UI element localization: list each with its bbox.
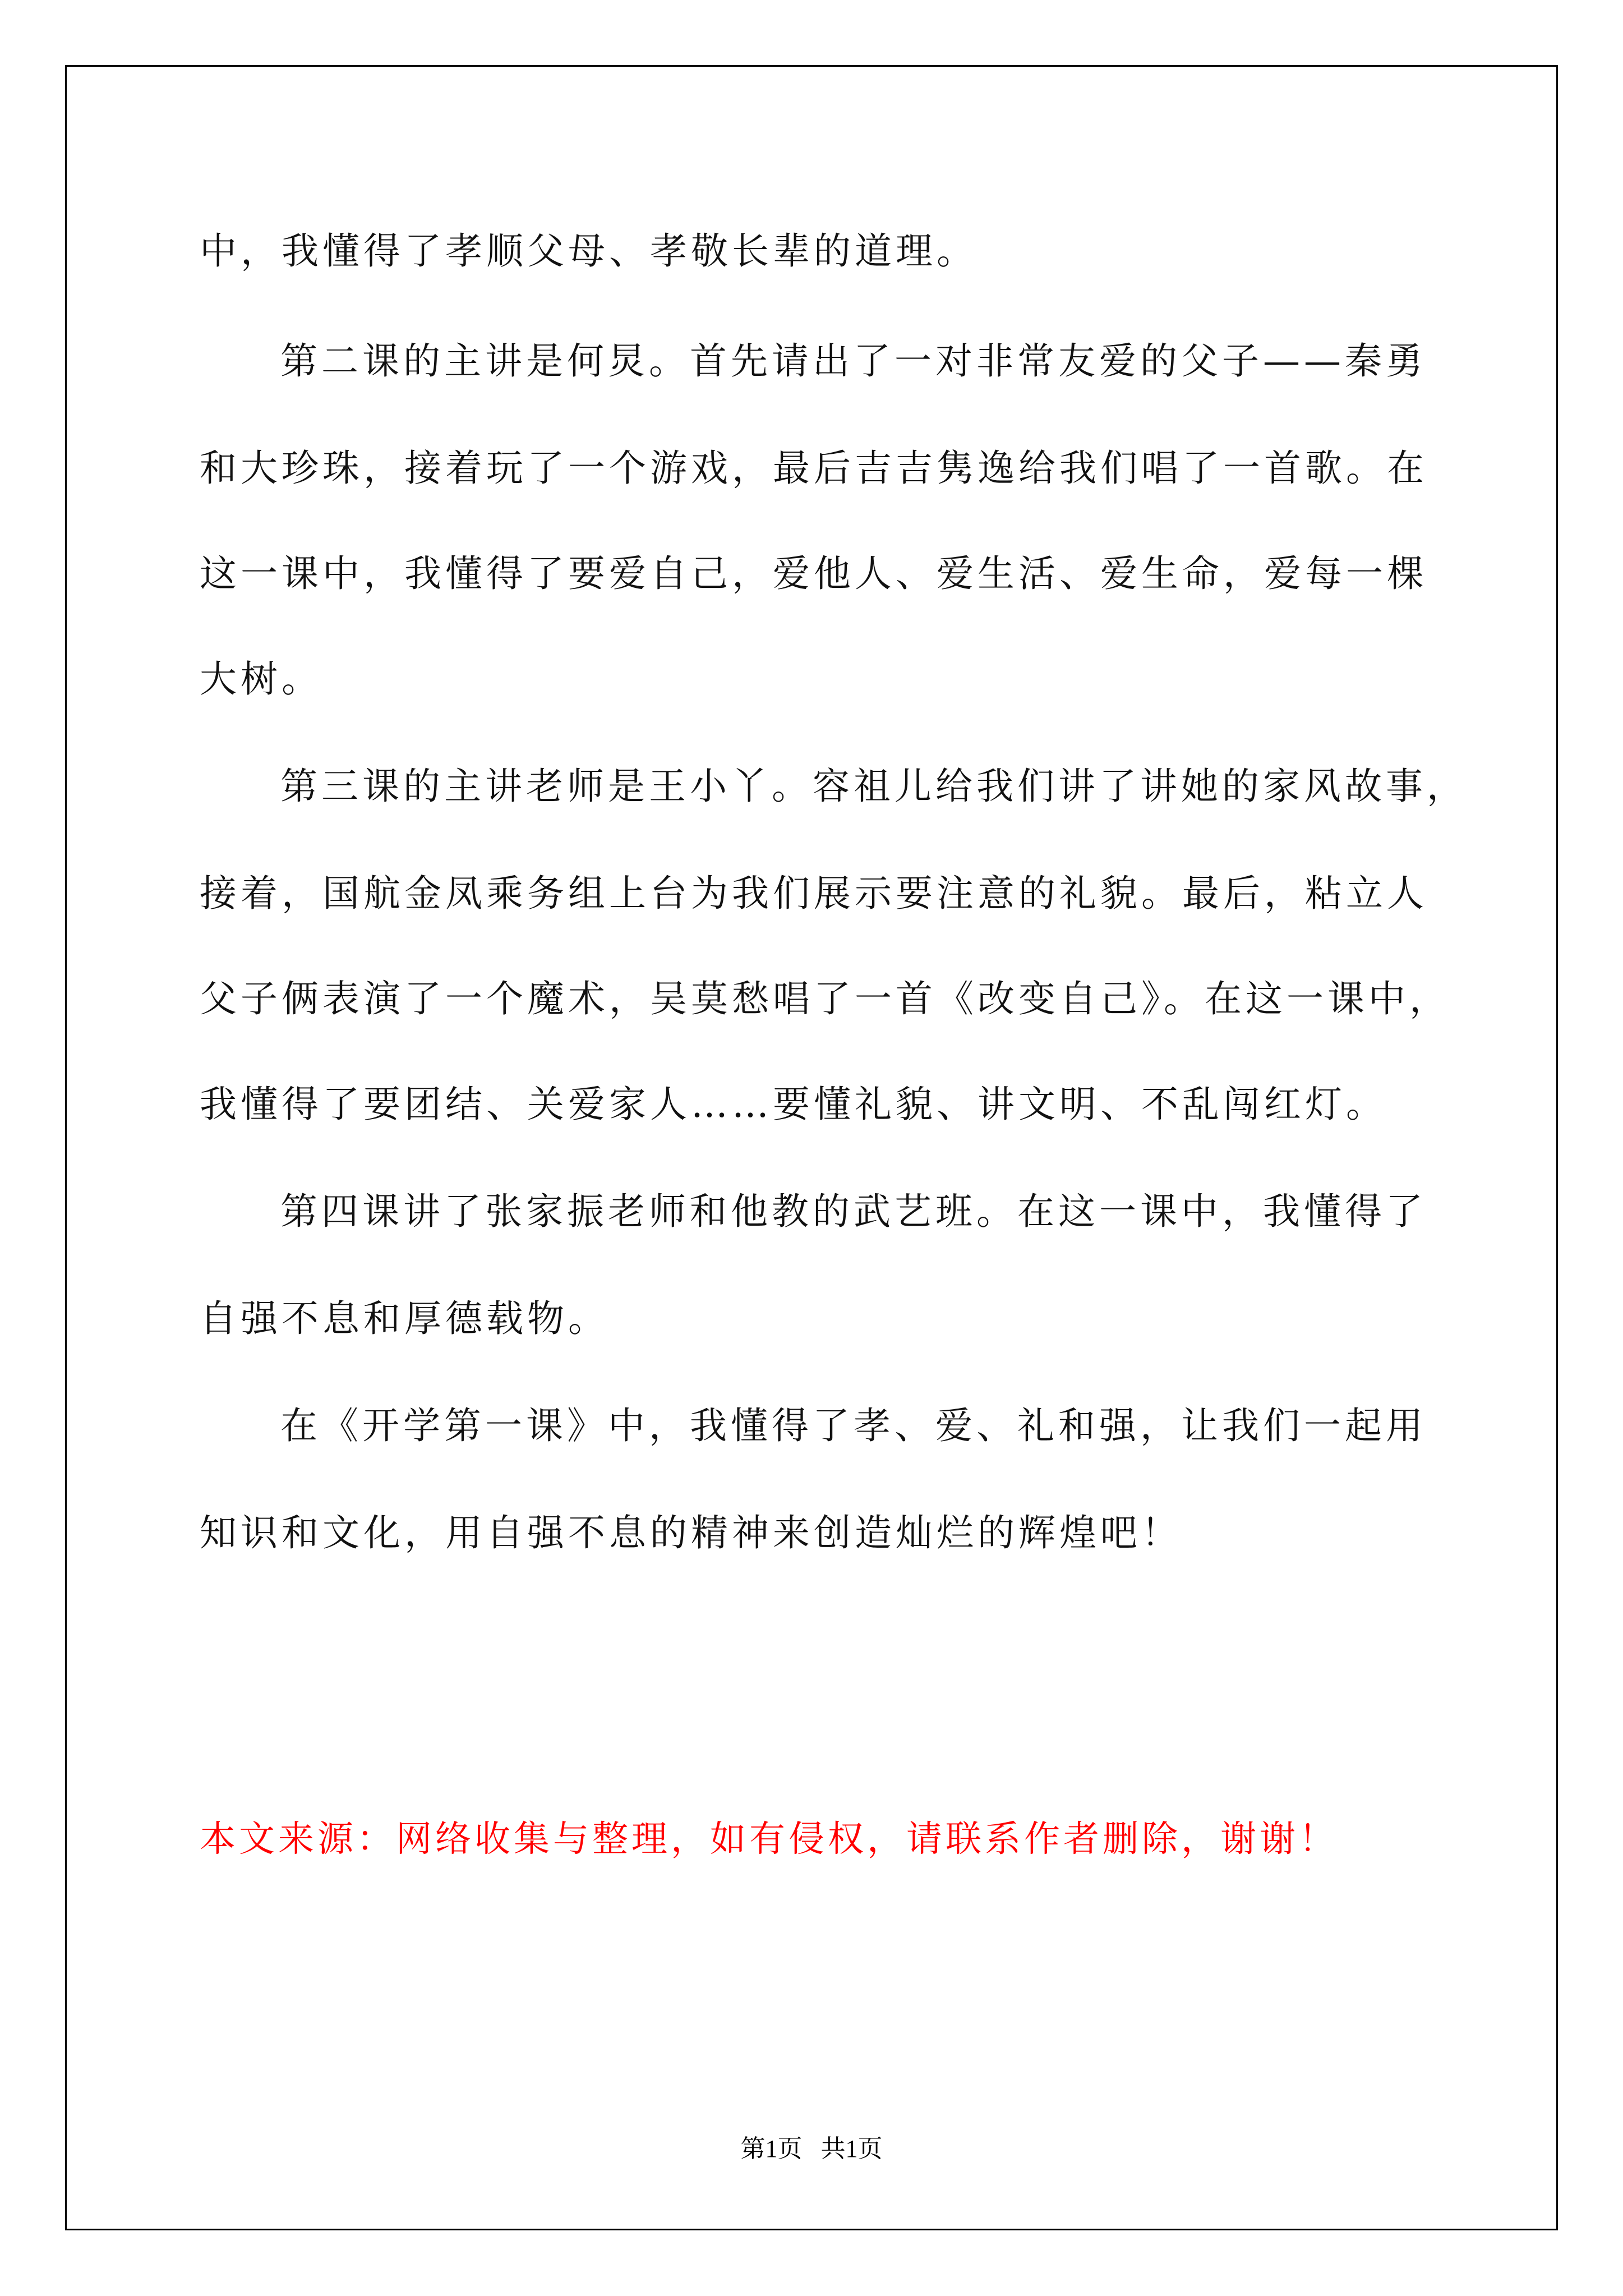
page-border (65, 65, 1558, 2230)
source-disclaimer: 本文来源：网络收集与整理，如有侵权，请联系作者删除，谢谢！ (200, 1819, 1338, 1860)
page-number-footer: 第1页 共1页 (740, 2135, 883, 2162)
paragraph-line: 第三课的主讲老师是王小丫。容祖儿给我们讲了讲她的家风故事， (280, 765, 1468, 808)
paragraph-line: 我懂得了要团结、关爱家人……要懂礼貌、讲文明、不乱闯红灯。 (200, 1083, 1387, 1126)
paragraph-line: 和大珍珠，接着玩了一个游戏，最后吉吉隽逸给我们唱了一首歌。在 (200, 447, 1428, 490)
paragraph-line: 父子俩表演了一个魔术，吴莫愁唱了一首《改变自己》。在这一课中， (200, 977, 1450, 1020)
paragraph-line: 中，我懂得了孝顺父母、孝敬长辈的道理。 (200, 229, 978, 273)
paragraph-line: 第二课的主讲是何炅。首先请出了一对非常友爱的父子——秦勇 (280, 339, 1427, 383)
paragraph-line: 第四课讲了张家振老师和他教的武艺班。在这一课中，我懂得了 (280, 1190, 1427, 1233)
paragraph-line: 知识和文化，用自强不息的精神来创造灿烂的辉煌吧！ (200, 1511, 1182, 1554)
paragraph-line: 在《开学第一课》中，我懂得了孝、爱、礼和强，让我们一起用 (280, 1404, 1427, 1447)
paragraph-line: 接着，国航金凤乘务组上台为我们展示要注意的礼貌。最后，粘立人 (200, 872, 1428, 915)
paragraph-line: 大树。 (200, 657, 322, 701)
paragraph-line: 自强不息和厚德载物。 (200, 1297, 609, 1340)
paragraph-line: 这一课中，我懂得了要爱自己，爱他人、爱生活、爱生命，爱每一棵 (200, 552, 1428, 595)
